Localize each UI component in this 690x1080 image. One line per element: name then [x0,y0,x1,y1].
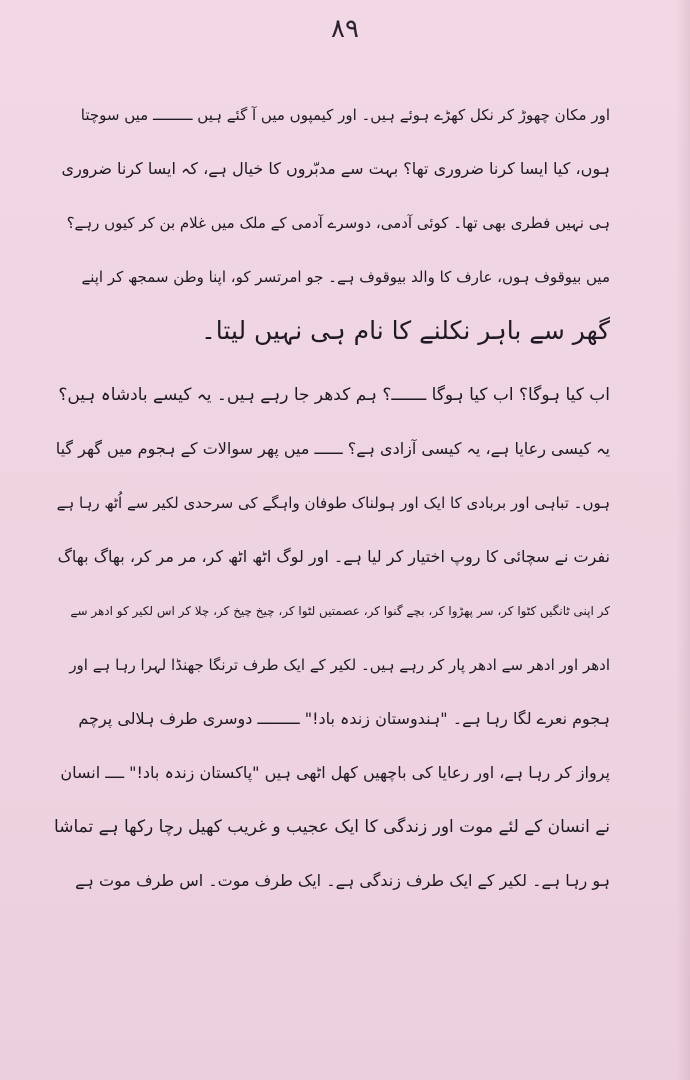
text-line: اب کیا ہوگا؟ اب کیا ہوگا ـــــــ؟ ہم کدھر جا رہے ہیں۔ یہ کیسے بادشاہ ہیں؟ [58,385,610,405]
text-line: میں بیوقوف ہوں، عارف کا والد بیوقوف ہے۔ جو امرتسر کو، اپنا وطن سمجھ کر اپنے [81,268,610,286]
body-text [50,88,610,908]
text-line: یہ کیسی رعایا ہے، یہ کیسی آزادی ہے؟ ــــــ میں پھر سوالات کے ہجوم میں گھر گیا [55,439,610,458]
text-line: ادھر اور ادھر سے ادھر پار کر رہے ہیں۔ لکیر کے ایک طرف ترنگا جھنڈا لہرا رہا ہے اور [69,656,610,674]
text-line: ہی نہیں فطری بھی تھا۔ کوئی آدمی، دوسرے آدمی کے ملک میں غلام بن کر کیوں رہے؟ [66,214,610,232]
text-line: ہوں، کیا ایسا کرنا ضروری تھا؟ بہت سے مدبّروں کا خیال ہے، کہ ایسا کرنا ضروری [61,159,610,178]
text-line: گھر سے باہر نکلنے کا نام ہی نہیں لیتا۔ [201,316,610,345]
text-line: پرواز کر رہا ہے، اور رعایا کی باچھیں کھل اٹھی ہیں "پاکستان زندہ باد!" ــــ انسان [60,763,610,782]
text-line: اور مکان چھوڑ کر نکل کھڑے ہوئے ہیں۔ اور کیمپوں میں آ گئے ہیں ـــــــــ میں سوچتا [80,106,610,124]
text-line: ہوں۔ تباہی اور بربادی کا ایک اور ہولناک طوفان واہگے کی سرحدی لکیر سے اُٹھ رہا ہے [56,494,610,512]
page-number: ۸۹ [331,14,359,44]
text-line: نے انسان کے لئے موت اور زندگی کا ایک عجیب و غریب کھیل رچا رکھا ہے تماشا [54,817,610,837]
page-edge-shadow [676,0,690,1080]
text-line: نفرت نے سچائی کا روپ اختیار کر لیا ہے۔ اور لوگ اٹھ اٹھ کر، مر مر کر، بھاگ بھاگ [57,547,610,566]
text-line: ہجوم نعرے لگا رہا ہے۔ "ہندوستان زندہ باد!" ـــــــــ دوسری طرف ہلالی پرچم [78,709,610,728]
text-line: ہو رہا ہے۔ لکیر کے ایک طرف زندگی ہے۔ ایک طرف موت۔ اس طرف موت ہے [75,871,610,890]
text-line: کر اپنی ٹانگیں کٹوا کر، سر پھڑوا کر، بچے گنوا کر، عصمتیں لٹوا کر، چیخ چیخ کر، چلا کر اس لکیر کو ادھر سے [70,604,610,618]
